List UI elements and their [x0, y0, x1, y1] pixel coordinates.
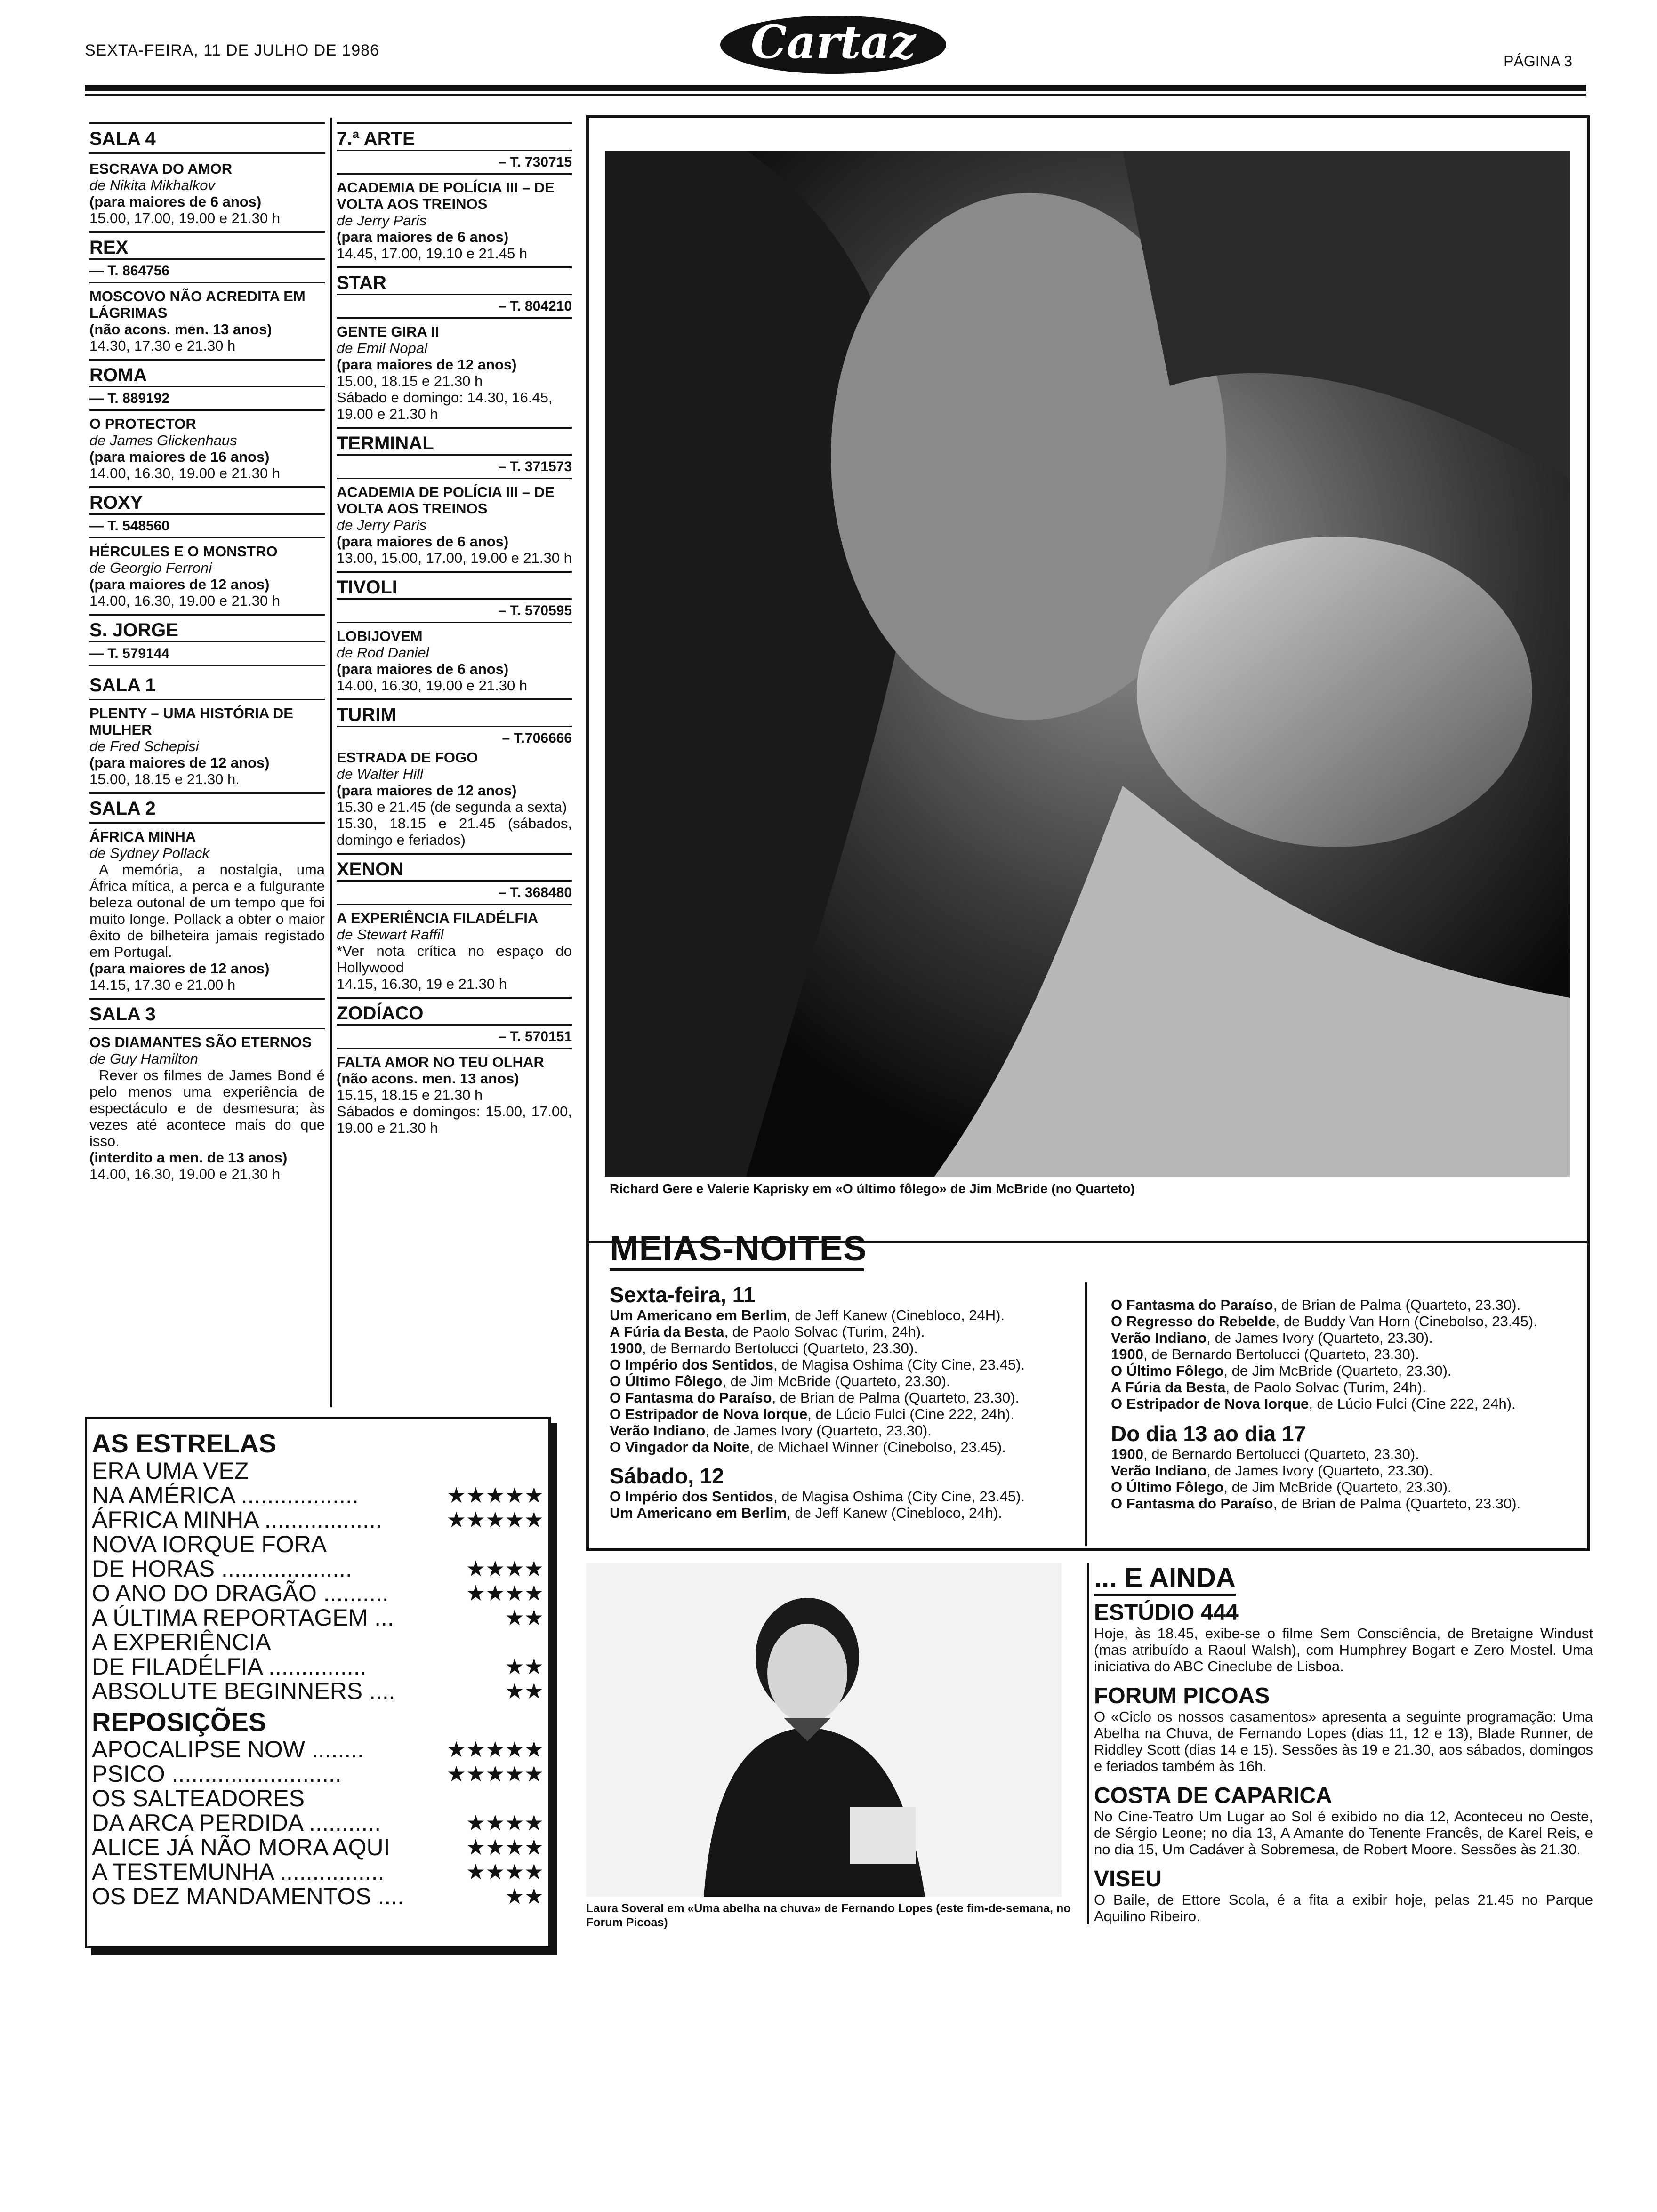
reposicoes-heading: REPOSIÇÕES [92, 1707, 266, 1737]
screening-details: , de Jim McBride (Quarteto, 23.30). [1223, 1479, 1452, 1495]
rating-row [92, 1630, 544, 1654]
screening-line [610, 1323, 1080, 1340]
rating-stars: ★★★★★ [446, 1737, 544, 1762]
film-note: A memória, a nostalgia, uma África mítica, a perca e a fulgurante beleza outonal de um tempo que foi muito longe. Pollack a obter o maior êxito de bilheteira jamais registado em Portugal. [89, 861, 325, 960]
venue-phone: — T. 889192 [89, 386, 325, 411]
screening-title: A Fúria da Besta [610, 1323, 724, 1340]
rating-row [92, 1835, 544, 1859]
film-title: ÁFRICA MINHA [89, 828, 196, 845]
section-heading: COSTA DE CAPARICA [1094, 1783, 1332, 1808]
film-entry [337, 910, 572, 992]
film-times-weekend: 15.30, 18.15 e 21.45 (sábados, domingo e feriados) [337, 815, 572, 848]
rating-row [92, 1811, 544, 1835]
screening-details: , de Jeff Kanew (Cinebloco, 24H). [787, 1307, 1005, 1323]
meias-col-left [610, 1282, 1080, 1521]
film-entry [89, 828, 325, 993]
masthead-logo [716, 2, 951, 78]
screening-list [610, 1307, 1080, 1455]
screening-details: , de Jeff Kanew (Cinebloco, 24h). [787, 1505, 1002, 1521]
rating-row [92, 1679, 544, 1703]
screening-title: Verão Indiano [610, 1422, 706, 1439]
rating-film: DE FILADÉLFIA ............... [92, 1653, 367, 1680]
photo-kiss [605, 151, 1570, 1177]
rating-row [92, 1762, 544, 1786]
venue-name: ROXY [89, 486, 325, 513]
section-heading: FORUM PICOAS [1094, 1683, 1270, 1708]
rating-row [92, 1884, 544, 1908]
screening-title: O Império dos Sentidos [610, 1356, 773, 1373]
film-times: 14.00, 16.30, 19.00 e 21.30 h [89, 1166, 281, 1182]
film-director: de Georgio Ferroni [89, 560, 212, 576]
film-times: 15.00, 17.00, 19.00 e 21.30 h [89, 210, 281, 226]
film-title: PLENTY – UMA HISTÓRIA DE MULHER [89, 705, 293, 738]
section-text: O Baile, de Ettore Scola, é a fita a exibir hoje, pelas 21.45 no Parque Aquilino Ribeiro. [1094, 1891, 1593, 1924]
screening-details: , de Buddy Van Horn (Cinebolso, 23.45). [1275, 1313, 1537, 1330]
film-times: 14.30, 17.30 e 21.30 h [89, 337, 236, 354]
rating-row [92, 1581, 544, 1605]
rating-row [92, 1654, 544, 1679]
screening-title: O Regresso do Rebelde [1111, 1313, 1276, 1330]
screening-title: Verão Indiano [1111, 1330, 1207, 1346]
e-ainda-section [1087, 1563, 1593, 1924]
venue-phone: – T.706666 [337, 726, 572, 749]
screening-title: Um Americano em Berlim [610, 1307, 787, 1323]
film-director: de Emil Nopal [337, 340, 427, 356]
venue-name: SALA 1 [89, 675, 156, 696]
rating-stars: ★★★★ [466, 1859, 544, 1884]
rating-row [92, 1459, 544, 1483]
rating-stars: ★★ [505, 1654, 544, 1679]
venue-name: TURIM [337, 698, 572, 726]
film-times: 13.00, 15.00, 17.00, 19.00 e 21.30 h [337, 550, 572, 566]
film-times: 14.00, 16.30, 19.00 e 21.30 h [89, 593, 281, 609]
film-director: de James Glickenhaus [89, 432, 237, 449]
screening-details: , de Magisa Oshima (City Cine, 23.45). [773, 1356, 1025, 1373]
estrelas-box [85, 1417, 551, 1948]
film-rating: (para maiores de 12 anos) [89, 960, 270, 977]
venue-name: REX [89, 231, 325, 258]
rating-stars: ★★★★★ [446, 1762, 544, 1786]
screening-line [610, 1356, 1080, 1373]
screening-details: , de Brian de Palma (Quarteto, 23.30). [1273, 1297, 1521, 1313]
film-rating: (para maiores de 6 anos) [89, 193, 262, 210]
film-entry [337, 323, 572, 422]
ratings-list [92, 1737, 544, 1908]
film-times: 14.00, 16.30, 19.00 e 21.30 h [89, 465, 281, 481]
screening-line [610, 1389, 1080, 1406]
venue-name: SALA 4 [89, 122, 325, 150]
venue-name: TERMINAL [337, 427, 572, 454]
rating-film: NOVA IORQUE FORA [92, 1531, 327, 1557]
header-rule [85, 85, 1586, 91]
estrelas-heading: AS ESTRELAS [92, 1428, 277, 1458]
film-director: de Sydney Pollack [89, 845, 210, 861]
venue-name: SALA 3 [89, 998, 325, 1025]
screening-details: , de Magisa Oshima (City Cine, 23.45). [773, 1488, 1025, 1505]
rating-stars: ★★★★★ [446, 1483, 544, 1507]
venue-phone: — T. 579144 [89, 641, 325, 666]
film-entry [337, 1054, 572, 1136]
venue-name: S. JORGE [89, 614, 325, 641]
screening-details: , de James Ivory (Quarteto, 23.30). [1207, 1330, 1433, 1346]
screening-line [1111, 1330, 1582, 1346]
venue-name: ROMA [89, 359, 325, 386]
screening-line [1111, 1462, 1582, 1479]
screening-line [610, 1422, 1080, 1439]
venue-phone: – T. 570151 [337, 1024, 572, 1049]
rating-film: A EXPERIÊNCIA [92, 1629, 271, 1655]
rating-film: DA ARCA PERDIDA ........... [92, 1810, 381, 1836]
header-rule-thin [85, 94, 1586, 96]
film-title: O PROTECTOR [89, 416, 196, 432]
film-director: de Jerry Paris [337, 517, 427, 533]
screening-details: , de Bernardo Bertolucci (Quarteto, 23.30). [1143, 1346, 1419, 1362]
film-entry [337, 628, 572, 694]
film-times-weekend: Sábado e domingo: 14.30, 16.45, 19.00 e 21.30 h [337, 389, 553, 422]
venue-name: TIVOLI [337, 571, 572, 598]
film-director: de Rod Daniel [337, 644, 429, 661]
section-text: No Cine-Teatro Um Lugar ao Sol é exibido no dia 12, Aconteceu no Oeste, de Sérgio Leone; no dia 13, A Amante do Tenente Francês, de Karel Reis, e no dia 15, Um Cadáver à Sobremesa, de Robert Moore. Sessões às 21.30. [1094, 1808, 1593, 1858]
film-entry [337, 749, 572, 848]
rating-film: OS SALTEADORES [92, 1785, 305, 1811]
film-title: ESTRADA DE FOGO [337, 749, 478, 766]
section-heading: ESTÚDIO 444 [1094, 1600, 1239, 1625]
screening-line [610, 1488, 1080, 1505]
venue-name: XENON [337, 853, 572, 880]
venue-name: 7.ª ARTE [337, 122, 572, 150]
screening-line [610, 1340, 1080, 1356]
venue-name: STAR [337, 266, 572, 294]
film-times: 15.00, 18.15 e 21.30 h [337, 373, 483, 389]
meias-col-right [1111, 1297, 1582, 1512]
film-title: HÉRCULES E O MONSTRO [89, 543, 278, 560]
screening-title: O Último Fôlego [610, 1373, 723, 1389]
film-times: 15.15, 18.15 e 21.30 h [337, 1087, 483, 1103]
rating-stars: ★★★★★ [446, 1507, 544, 1532]
rating-row [92, 1605, 544, 1630]
rating-stars: ★★ [505, 1605, 544, 1630]
film-times-weekend: Sábados e domingos: 15.00, 17.00, 19.00 e 21.30 h [337, 1103, 572, 1136]
rating-film: PSICO .......................... [92, 1761, 342, 1787]
screening-details: , de Lúcio Fulci (Cine 222, 24h). [807, 1406, 1014, 1422]
venue-phone: — T. 548560 [89, 513, 325, 538]
venue-name: ZODÍACO [337, 997, 572, 1024]
screening-title: O Vingador da Noite [610, 1439, 750, 1455]
screening-line [610, 1439, 1080, 1455]
screening-list [1111, 1446, 1582, 1512]
screening-title: O Último Fôlego [1111, 1362, 1224, 1379]
screening-title: Um Americano em Berlim [610, 1505, 787, 1521]
rating-film: APOCALIPSE NOW ........ [92, 1736, 364, 1763]
film-entry [89, 543, 325, 609]
screening-line [610, 1406, 1080, 1422]
screening-title: O Império dos Sentidos [610, 1488, 773, 1505]
film-note: *Ver nota crítica no espaço do Hollywood [337, 943, 572, 976]
screening-details: , de Paolo Solvac (Turim, 24h). [1225, 1379, 1426, 1395]
venue-phone: – T. 371573 [337, 454, 572, 479]
screening-details: , de Brian de Palma (Quarteto, 23.30). [772, 1389, 1020, 1406]
rating-row [92, 1507, 544, 1532]
film-rating: (não acons. men. 13 anos) [337, 1070, 519, 1087]
screening-details: , de Jim McBride (Quarteto, 23.30). [722, 1373, 950, 1389]
film-times: 15.00, 18.15 e 21.30 h. [89, 771, 240, 787]
rating-film: ERA UMA VEZ [92, 1458, 249, 1484]
rating-film: O ANO DO DRAGÃO .......... [92, 1580, 389, 1606]
film-note: Rever os filmes de James Bond é pelo menos uma experiência de espectáculo e de desmesura; às vezes até acontece mais do que isso. [89, 1067, 325, 1149]
column-divider [330, 118, 332, 1407]
screening-title: O Último Fôlego [1111, 1479, 1224, 1495]
rating-row [92, 1556, 544, 1581]
screening-line [1111, 1379, 1582, 1395]
screening-line [610, 1505, 1080, 1521]
film-rating: (para maiores de 12 anos) [337, 782, 517, 799]
film-times: 14.45, 17.00, 19.10 e 21.45 h [337, 245, 528, 262]
screening-details: , de Bernardo Bertolucci (Quarteto, 23.30). [642, 1340, 918, 1356]
film-title: ESCRAVA DO AMOR [89, 160, 233, 177]
screening-title: 1900 [1111, 1346, 1143, 1362]
screening-line [1111, 1479, 1582, 1495]
meias-noites-title: MEIAS-NOITES [610, 1229, 867, 1268]
film-title: A EXPERIÊNCIA FILADÉLFIA [337, 910, 539, 926]
photo-laura-soveral [586, 1563, 1062, 1897]
screening-list [610, 1488, 1080, 1521]
listings-column-b [337, 118, 572, 1141]
venue-phone: – T. 730715 [337, 150, 572, 175]
film-rating: (interdito a men. de 13 anos) [89, 1149, 288, 1166]
film-title: GENTE GIRA II [337, 323, 439, 340]
listings-column-a [89, 118, 325, 1187]
film-rating: (para maiores de 12 anos) [89, 576, 270, 593]
venue-phone: – T. 368480 [337, 880, 572, 905]
screening-details: , de Jim McBride (Quarteto, 23.30). [1223, 1362, 1452, 1379]
film-entry [89, 288, 325, 354]
rating-film: A TESTEMUNHA ................ [92, 1859, 385, 1885]
film-title: MOSCOVO NÃO ACREDITA EM LÁGRIMAS [89, 288, 306, 321]
film-entry [337, 484, 572, 566]
masthead-logo-art [716, 2, 951, 78]
page-number: PÁGINA 3 [1504, 53, 1572, 70]
section-text: Hoje, às 18.45, exibe-se o filme Sem Consciência, de Bretaigne Windust (mas atribuído a Raoul Walsh), com Humphrey Bogart e Zero Mostel. Uma iniciativa do ABC Cineclube de Lisboa. [1094, 1625, 1593, 1675]
film-director: de Guy Hamilton [89, 1050, 198, 1067]
film-title: ACADEMIA DE POLÍCIA III – DE VOLTA AOS TREINOS [337, 484, 555, 517]
rating-film: ABSOLUTE BEGINNERS .... [92, 1678, 395, 1704]
masthead-text: Cartaz [750, 16, 916, 69]
film-title: ACADEMIA DE POLÍCIA III – DE VOLTA AOS TREINOS [337, 179, 555, 212]
film-rating: (para maiores de 6 anos) [337, 533, 509, 550]
screening-details: , de Michael Winner (Cinebolso, 23.45). [749, 1439, 1006, 1455]
film-rating: (não acons. men. 13 anos) [89, 321, 272, 337]
header-date: SEXTA-FEIRA, 11 DE JULHO DE 1986 [85, 41, 379, 59]
rating-stars: ★★★★ [466, 1811, 544, 1835]
venue-name: SALA 2 [89, 792, 325, 819]
rating-film: A ÚLTIMA REPORTAGEM ... [92, 1604, 394, 1631]
film-entry [89, 160, 325, 226]
rating-row [92, 1532, 544, 1556]
rating-row [92, 1483, 544, 1507]
film-entry [89, 705, 325, 787]
rating-film: NA AMÉRICA .................. [92, 1482, 359, 1508]
film-rating: (para maiores de 16 anos) [89, 449, 270, 465]
screening-details: , de James Ivory (Quarteto, 23.30). [1207, 1462, 1433, 1479]
film-director: de Fred Schepisi [89, 738, 199, 754]
film-director: de Nikita Mikhalkov [89, 177, 216, 193]
photo-caption: Laura Soveral em «Uma abelha na chuva» de Fernando Lopes (este fim-de-semana, no Forum Picoas) [586, 1902, 1071, 1929]
film-times: 14.15, 17.30 e 21.00 h [89, 977, 236, 993]
venue-phone: – T. 804210 [337, 294, 572, 319]
screening-line [1111, 1395, 1582, 1412]
screening-title: O Fantasma do Paraíso [1111, 1297, 1273, 1313]
film-times: 14.15, 16.30, 19 e 21.30 h [337, 976, 507, 992]
film-entry [337, 179, 572, 262]
screening-details: , de Bernardo Bertolucci (Quarteto, 23.30). [1143, 1446, 1419, 1462]
film-rating: (para maiores de 6 anos) [337, 229, 509, 245]
screening-title: O Fantasma do Paraíso [610, 1389, 772, 1406]
screening-title: 1900 [610, 1340, 642, 1356]
film-director: de Stewart Raffil [337, 926, 444, 943]
rating-film: ALICE JÁ NÃO MORA AQUI [92, 1834, 390, 1860]
photo-kiss-image [605, 151, 1570, 1177]
rating-film: DE HORAS .................... [92, 1555, 352, 1582]
film-title: LOBIJOVEM [337, 628, 423, 644]
film-rating: (para maiores de 12 anos) [89, 754, 270, 771]
screening-title: O Estripador de Nova Iorque [1111, 1395, 1309, 1412]
screening-line [1111, 1297, 1582, 1313]
photo-caption: Richard Gere e Valerie Kaprisky em «O último fôlego» de Jim McBride (no Quarteto) [610, 1181, 1135, 1196]
film-times: 14.00, 16.30, 19.00 e 21.30 h [337, 677, 528, 694]
screening-line [1111, 1313, 1582, 1330]
screening-title: Verão Indiano [1111, 1462, 1207, 1479]
screening-title: O Fantasma do Paraíso [1111, 1495, 1273, 1512]
rating-stars: ★★ [505, 1679, 544, 1703]
venue-phone: — T. 864756 [89, 258, 325, 283]
day-heading: Sábado, 12 [610, 1464, 724, 1488]
screening-title: 1900 [1111, 1446, 1143, 1462]
day-heading: Do dia 13 ao dia 17 [1111, 1421, 1306, 1446]
meias-divider [1085, 1282, 1087, 1546]
rating-stars: ★★ [505, 1884, 544, 1908]
rating-film: ÁFRICA MINHA .................. [92, 1507, 382, 1533]
film-rating: (para maiores de 6 anos) [337, 661, 509, 677]
venue-phone: – T. 570595 [337, 598, 572, 623]
rating-stars: ★★★★ [466, 1835, 544, 1859]
film-rating: (para maiores de 12 anos) [337, 356, 517, 373]
film-times: 15.30 e 21.45 (de segunda a sexta) [337, 799, 567, 815]
film-title: OS DIAMANTES SÃO ETERNOS [89, 1034, 312, 1050]
screening-line [610, 1307, 1080, 1323]
rating-stars: ★★★★ [466, 1556, 544, 1581]
film-entry [89, 416, 325, 481]
rating-row [92, 1859, 544, 1884]
e-ainda-title: ... E AINDA [1094, 1563, 1236, 1596]
film-title: FALTA AMOR NO TEU OLHAR [337, 1054, 544, 1070]
ratings-list [92, 1459, 544, 1703]
rating-film: OS DEZ MANDAMENTOS .... [92, 1883, 404, 1909]
title-underline [610, 1268, 864, 1271]
screening-line [610, 1373, 1080, 1389]
screening-line [1111, 1495, 1582, 1512]
screening-title: A Fúria da Besta [1111, 1379, 1226, 1395]
screening-title: O Estripador de Nova Iorque [610, 1406, 808, 1422]
film-director: de Jerry Paris [337, 212, 427, 229]
section-heading: VISEU [1094, 1867, 1162, 1891]
rating-row [92, 1786, 544, 1811]
screening-details: , de James Ivory (Quarteto, 23.30). [705, 1422, 932, 1439]
screening-line [1111, 1346, 1582, 1362]
film-entry [89, 1034, 325, 1182]
screening-list [1111, 1297, 1582, 1412]
screening-details: , de Paolo Solvac (Turim, 24h). [724, 1323, 925, 1340]
screening-line [1111, 1362, 1582, 1379]
rating-stars: ★★★★ [466, 1581, 544, 1605]
film-director: de Walter Hill [337, 766, 423, 782]
rating-row [92, 1737, 544, 1762]
day-heading: Sexta-feira, 11 [610, 1282, 756, 1307]
section-text: O «Ciclo os nossos casamentos» apresenta a seguinte programação: Uma Abelha na Chuva, de Fernando Lopes (dias 11, 12 e 13), Blade Runner, de Riddley Scott (dias 14 e 15). Sessões às 19 e 21.30, aos sábados, domingos e feriados também às 16h. [1094, 1708, 1593, 1774]
screening-line [1111, 1446, 1582, 1462]
photo-portrait-image [586, 1563, 1062, 1897]
screening-details: , de Brian de Palma (Quarteto, 23.30). [1273, 1495, 1521, 1512]
screening-details: , de Lúcio Fulci (Cine 222, 24h). [1309, 1395, 1516, 1412]
